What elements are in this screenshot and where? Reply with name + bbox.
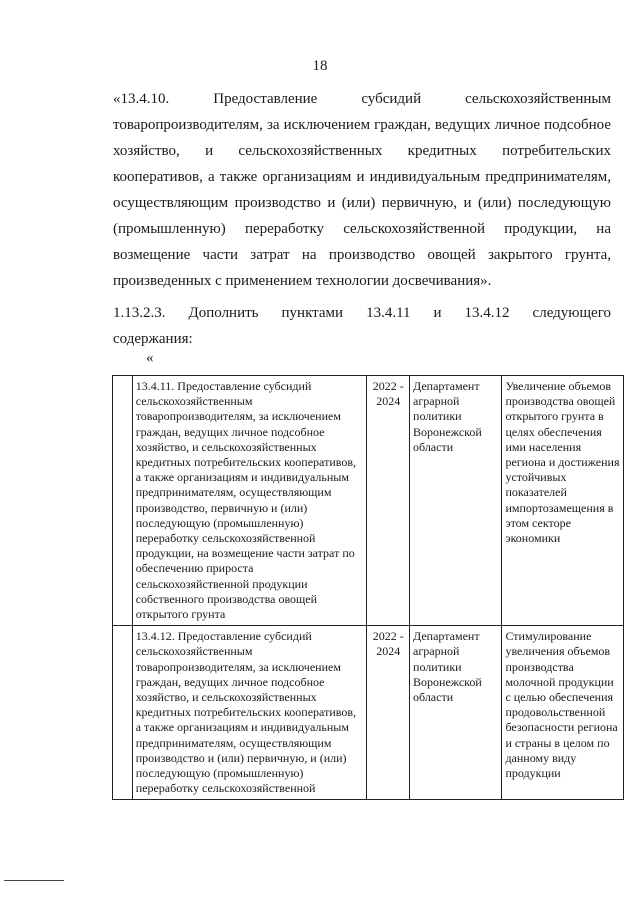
table-row xyxy=(113,376,624,626)
table-row xyxy=(113,626,624,800)
department: Департамент аграрной политики Воронежской области xyxy=(413,379,482,454)
table-cell-empty xyxy=(113,376,133,626)
measure-title-cell xyxy=(132,376,367,626)
measure-title: 13.4.11. Предоставление субсидий сельскохозяйственным товаропроизводителям, за исключением граждан, ведущих личное подсобное хозяйство, и сельскохозяйственных кредитных потребительских кооперативов, а также организациям и индивидуальным предпринимателям, осуществляющим производство, первичную и (или) последующую (промышленную) переработку сельскохозяйственной продукции, на возмещение части затрат по обеспечению прироста сельскохозяйственной продукции собственного производства овощей открытого грунта xyxy=(135,379,356,622)
result-cell xyxy=(502,376,624,626)
measure-title: 13.4.12. Предоставление субсидий сельскохозяйственным товаропроизводителям, за исключением граждан, ведущих личное подсобное хозяйство, и сельскохозяйственных кредитных потребительских кооперативов, а также организациям и индивидуальным предпринимателям, осуществляющим производство и (или) первичную, и (или) последующую (промышленную) переработку сельскохозяйственной xyxy=(135,629,356,796)
department: Департамент аграрной политики Воронежской области xyxy=(413,629,482,705)
page-number: 18 xyxy=(312,58,328,74)
period: 2022 - 2024 xyxy=(372,379,404,409)
expected-result: Стимулирование увеличения объемов производства молочной продукции с целью обеспечения продовольственной безопасности региона и страны в целом по данному виду продукции xyxy=(505,629,618,781)
text-line: кооперативов, а также организациям и индивидуальным предпринимателям, xyxy=(113,169,611,185)
text-line: содержания: xyxy=(113,331,193,347)
opening-quote: « xyxy=(146,350,154,366)
expected-result: Увеличение объемов производства овощей открытого грунта в целях обеспечения ими населения региона и достижения устойчивых показателей импортозамещения в этом секторе экономики xyxy=(505,379,620,546)
text-line: (промышленную) переработку сельскохозяйственной продукции, на xyxy=(113,221,611,237)
period-cell xyxy=(367,626,410,800)
text-line: товаропроизводителям, за исключением граждан, ведущих личное подсобное xyxy=(113,117,611,133)
measure-title-cell xyxy=(132,626,367,800)
text-line: произведенных с применением технологии досвечивания». xyxy=(113,273,492,289)
period: 2022 - 2024 xyxy=(372,629,404,659)
measures-table xyxy=(112,375,624,800)
footnote-divider xyxy=(4,880,64,881)
table-cell-empty xyxy=(113,626,133,800)
result-cell xyxy=(502,626,624,800)
text-line: возмещение части затрат на производство овощей закрытого грунта, xyxy=(113,247,611,263)
department-cell xyxy=(410,626,502,800)
period-cell xyxy=(367,376,410,626)
text-line: 1.13.2.3. Дополнить пунктами 13.4.11 и 13.4.12 следующего xyxy=(113,305,611,321)
department-cell xyxy=(410,376,502,626)
text-line: хозяйство, и сельскохозяйственных кредитных потребительских xyxy=(113,143,611,159)
text-line: осуществляющим производство и (или) первичную, и (или) последующую xyxy=(113,195,611,211)
text-line: «13.4.10. Предоставление субсидий сельскохозяйственным xyxy=(113,91,611,107)
